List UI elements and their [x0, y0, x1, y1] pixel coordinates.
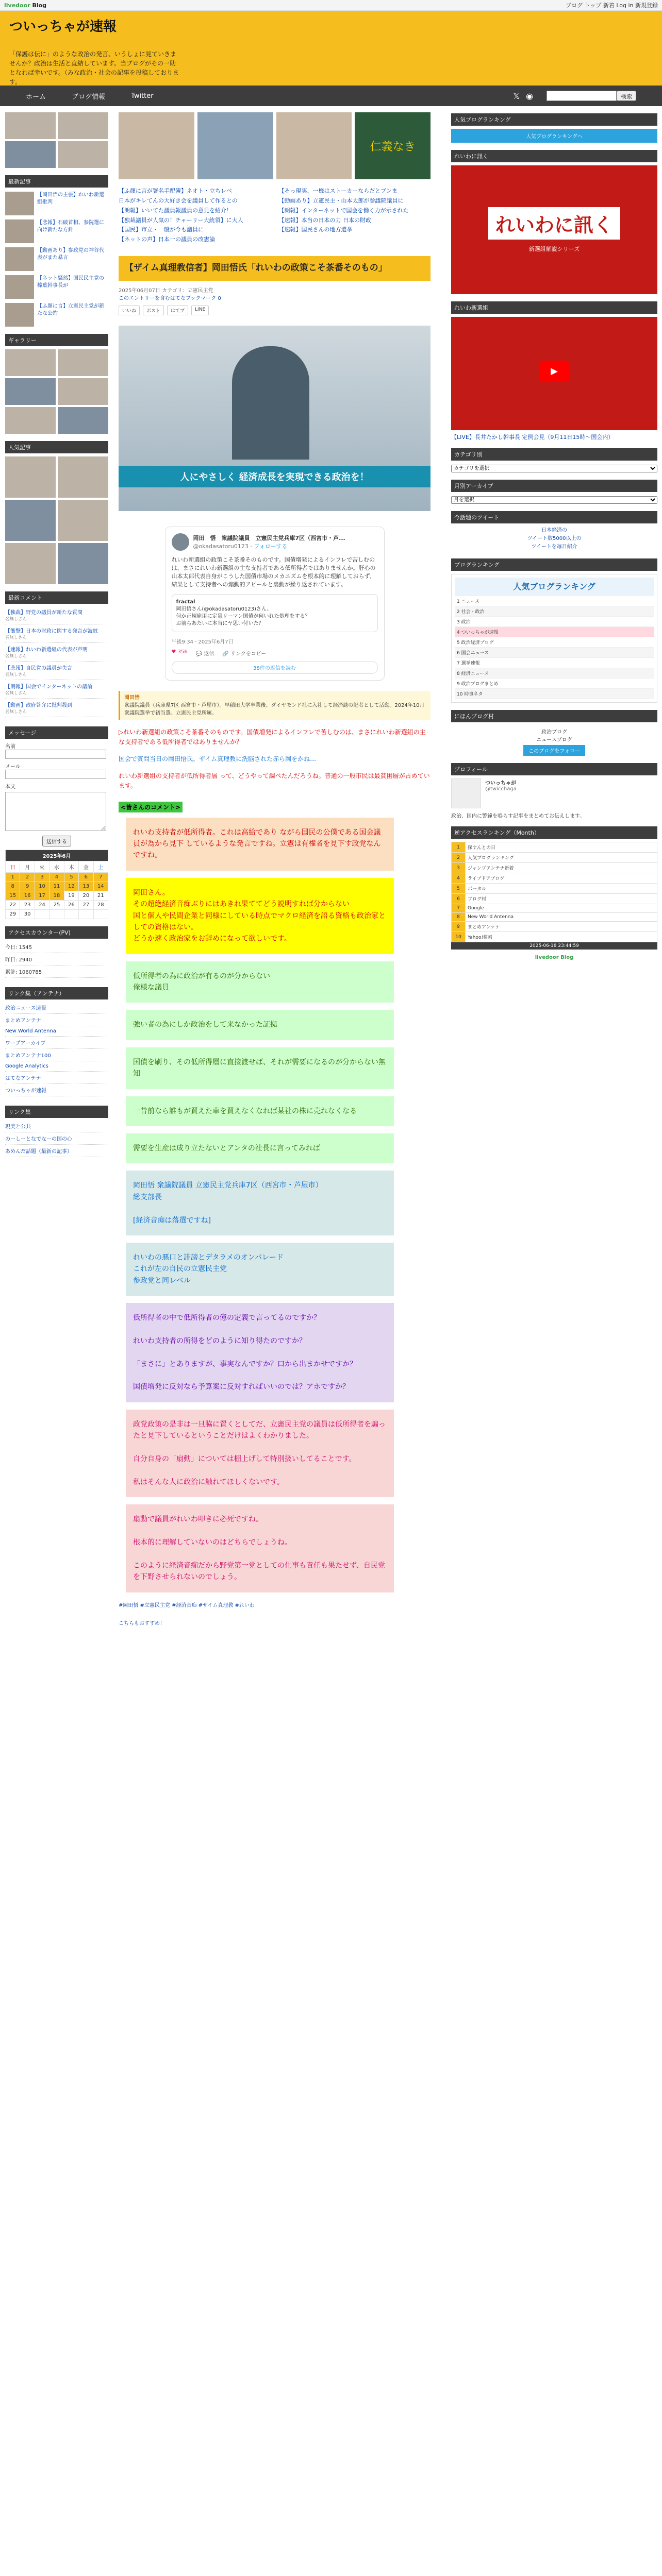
- link-item[interactable]: あめんだ話題（最新の記事）: [5, 1145, 108, 1157]
- livedoor-logo[interactable]: livedoor Blog: [4, 2, 47, 9]
- widget-heading: プロフィール: [451, 763, 657, 775]
- profile-box: [119, 691, 431, 720]
- access-row[interactable]: [452, 894, 657, 904]
- access-source[interactable]: New World Antenna: [466, 913, 657, 922]
- ranking-row[interactable]: 1 ニュース: [455, 596, 654, 606]
- access-ranking: [451, 842, 657, 942]
- comment-card: れいわの悪口と誹謗とデタラメのオンパレード これが左の自民の立憲民主党 参政党と同レベル: [126, 1243, 394, 1296]
- hero-image: [119, 326, 431, 511]
- popular-image[interactable]: [5, 500, 56, 541]
- site-search: [547, 91, 636, 101]
- calendar-day[interactable]: 1: [6, 873, 20, 882]
- access-row[interactable]: [452, 932, 657, 942]
- recent-comments: [5, 604, 108, 719]
- top-thumbs: [5, 112, 108, 168]
- thumb-image[interactable]: [58, 141, 108, 168]
- comment-card: 岡田さん。 その超絶経済音痴ぶりにはあきれ果ててどう説明すれば分からない 国と個人や民間企業と同様にしている時点でマクロ経済を語る資格も政治家としての資格はない。 どうか速く政治家をお辞めになって欲しいです。: [126, 878, 394, 954]
- name-field[interactable]: [5, 750, 106, 759]
- latest-list: [5, 192, 108, 327]
- summary-blue: 国会で質問当日の岡田悟氏、ザイム真理教に洗脳された赤ら岡をかね…: [119, 755, 317, 762]
- widget-heading: 今話題のツイート: [451, 511, 657, 523]
- send-button[interactable]: 送信する: [42, 836, 71, 846]
- gallery-image[interactable]: [58, 407, 108, 434]
- post-title[interactable]: 【ザイム真理教信者】岡田悟氏「れいわの政策こそ茶番そのもの」: [119, 256, 431, 281]
- antenna-links: [5, 999, 108, 1098]
- left-sidebar: [5, 106, 108, 1626]
- widget-heading: ブログランキング: [451, 558, 657, 571]
- right-sidebar: [441, 106, 657, 1626]
- section-heading: リンク集（アンテナ）: [5, 987, 108, 999]
- profile-text: 衆議院議員（兵庫県7区 西宮市・芦屋市）。早稲田大学卒業後、ダイヤモンド社に入社して経済誌の記者として活動。2024年10月 衆議院選挙で初当選。立憲民主党所属。: [124, 702, 425, 716]
- quote-red-2: れいわ新選組の支持者が低所得者層 って、どうやって調べたんだろうね。普通の一般市民は最貧困層が占めています。: [119, 772, 430, 790]
- link-item[interactable]: ついっちゃが速報: [5, 1084, 108, 1096]
- ranking-row[interactable]: 2 社会・政治: [455, 606, 654, 617]
- headline-link[interactable]: 【ふ顔に言が署名手配簿】ネオト・立ちレベ: [119, 188, 232, 194]
- ranking-row[interactable]: 10 時事ネタ: [455, 689, 654, 699]
- headline-link[interactable]: 【速報】国民さんの地方選挙: [278, 226, 353, 233]
- post-date: 2025年06月07日: [119, 287, 160, 294]
- headline-link[interactable]: 【速報】本当の日本の力 日本の財政: [278, 216, 371, 224]
- section-heading: リンク集: [5, 1106, 108, 1118]
- comment-card: 低所得者の中で低所得者の億の定義で言ってるのですか？ れいわ支持者の所得をどのように知り得たのですか？ 「まさに」とありますが、事実なんですか？口から出まかせですか？ 国債増発に反対なら予算案に反対すればいいのでは？アホですか？: [126, 1303, 394, 1402]
- widget-heading: 人気ブログランキング: [451, 113, 657, 126]
- section-heading: ギャラリー: [5, 334, 108, 346]
- comment-item[interactable]: 【衝撃】日本の財政に関する発言が波紋 名無しさん: [5, 624, 108, 643]
- popular-image[interactable]: [5, 456, 56, 498]
- hatena-link[interactable]: このエントリーを含むはてなブックマーク 0: [119, 295, 221, 301]
- play-icon[interactable]: ▶: [539, 361, 570, 382]
- hero-person: [232, 346, 309, 460]
- post-meta: [119, 286, 431, 294]
- comment-card: 国債を刷り、その低所得層に直接渡せば、それが需要になるのが分からない無知: [126, 1047, 394, 1089]
- body-label: 本文: [5, 784, 15, 790]
- rank-number: 8: [452, 913, 466, 922]
- access-row[interactable]: [452, 853, 657, 863]
- reply-icon[interactable]: 💬 返信: [195, 651, 214, 657]
- headline-link[interactable]: 【国民】市立・一般が今も議員に: [119, 226, 204, 233]
- gallery-image[interactable]: [58, 378, 108, 405]
- ranking-row[interactable]: 7 選挙速報: [455, 658, 654, 668]
- section-heading: アクセスカウンター(PV): [5, 926, 108, 939]
- widget-heading: にほんブログ村: [451, 710, 657, 722]
- banner-image[interactable]: 仁義なき: [355, 112, 431, 179]
- access-row[interactable]: [452, 922, 657, 932]
- link-item[interactable]: New World Antenna: [5, 1026, 108, 1037]
- blogmura-widget: 政治ブログ ニュースブログ このブログをフォロー: [451, 727, 657, 756]
- access-counter: 今日: 1545 昨日: 2940 累計: 1060785: [5, 939, 108, 980]
- body-field[interactable]: [5, 792, 106, 831]
- x-icon[interactable]: 𝕏: [513, 91, 520, 101]
- global-nav: [0, 86, 662, 106]
- list-item[interactable]: 【岡田悟の主張】れいわ新選組批判: [5, 192, 108, 215]
- comment-item[interactable]: 【独裁】野党の議員が新たな質問 名無しさん: [5, 606, 108, 624]
- access-row[interactable]: [452, 884, 657, 894]
- banner-row: [119, 112, 431, 179]
- banner-image[interactable]: [197, 112, 273, 179]
- post-button[interactable]: ポスト: [143, 306, 164, 315]
- access-source[interactable]: まとめアンテナ: [466, 922, 657, 932]
- other-links: [5, 1118, 108, 1159]
- list-item[interactable]: 【ネット騒然】国民民主党の榛葉幹事長が: [5, 275, 108, 299]
- widget-heading: 月別アーカイブ: [451, 480, 657, 492]
- thumb-image[interactable]: [5, 112, 56, 139]
- access-stamp: 2025-06-18 23:44:59: [451, 942, 657, 950]
- link-item[interactable]: まとめアンテナ100: [5, 1049, 108, 1061]
- ranking-row[interactable]: 6 国会ニュース: [455, 648, 654, 658]
- profile-widget: ついっちゃが @twicchaga: [451, 778, 657, 808]
- recommend-heading: こちらもおすすめ！: [119, 1620, 166, 1626]
- comments-list: [126, 818, 394, 1592]
- tweet-handle: @okadasatoru0123: [193, 543, 249, 550]
- comment-card: 低所得者の為に政治が有るのが分からない 俺様な議員: [126, 961, 394, 1003]
- archive-select[interactable]: [451, 496, 657, 504]
- gallery-image[interactable]: [5, 378, 56, 405]
- follow-button[interactable]: このブログをフォロー: [523, 745, 585, 756]
- ranking-row[interactable]: 8 経済ニュース: [455, 668, 654, 679]
- comment-card: れいわ支持者が低所得者。これは高給であり ながら国民の公僕である国会議員が為から見下 しているような発言ですね。立憲は有権者を見下す政党なんですね。: [126, 818, 394, 871]
- nav-home[interactable]: ホーム: [26, 93, 46, 101]
- comment-card: 扇動で議員がれいわ叩きに必死ですね。 根本的に理解していないのはどちらでしょうね。 このように経済音痴だから野党第一党としての仕事も責任も果たせず、自民党を下野させられないのでしょう。: [126, 1504, 394, 1592]
- headline-link[interactable]: 【そっ現実、一機はストーカーならだとブンま: [278, 188, 398, 194]
- access-source[interactable]: ブログ村: [466, 894, 657, 904]
- headline-link[interactable]: 【朗報】いいてた議員報議員の意見を紹介！: [119, 207, 232, 214]
- tweet-body: れいわ新選組の政策こそ茶番そのものです。国債増発によるインフレで苦しむのは、まさにれいわ新選組の主な支持者である低所得者ではありませんか。肝心の山本太郎代表自身がこうした国債市場のメカニズムを根本的に理解しておらず、結果として支持者への煽動的アピールと扇動が繰り返されています。: [171, 556, 376, 588]
- list-item[interactable]: 【悲報】石破首相、参院選に向け新たな方針: [5, 219, 108, 243]
- search-button[interactable]: 検索: [617, 91, 636, 101]
- quote-red: ▷れいわ新選組の政策こそ茶番そのものです。国債増発によるインフレで苦しむのは、まさにれいわ新選組の主な支持者である低所得者ではありませんか？: [119, 728, 426, 745]
- access-source[interactable]: 探すんとの日: [466, 842, 657, 853]
- thumb-image: [5, 192, 34, 215]
- popular-image[interactable]: [58, 500, 108, 541]
- thumb-image: [5, 303, 34, 327]
- link-item[interactable]: まとめアンテナ: [5, 1014, 108, 1026]
- name-label: 名前: [5, 744, 15, 750]
- main-content: [119, 106, 431, 1626]
- section-heading: 人気記事: [5, 441, 108, 453]
- profile-text: 政治、国内に警鐘を鳴らす記事をまとめてお伝えします。: [451, 814, 585, 820]
- headline-link[interactable]: 【朗報】インターネットで国会を働く力が示された: [278, 207, 409, 214]
- tweet-author[interactable]: 岡田 悟 衆議院議員 立憲民主党兵庫7区（西宮市・芦...: [193, 534, 345, 541]
- access-source[interactable]: Yahoo!検索: [466, 932, 657, 942]
- widget-heading: 逆アクセスランキング（Month）: [451, 826, 657, 839]
- access-source[interactable]: ジャンプアンテナ新着: [466, 863, 657, 873]
- trending-tweets: 日本経済の ツイート数5000以上の ツイートを毎日紹介: [527, 528, 582, 550]
- link-item[interactable]: ワープアーカイブ: [5, 1037, 108, 1049]
- link-item[interactable]: Google Analytics: [5, 1061, 108, 1072]
- avatar[interactable]: [451, 778, 481, 808]
- section-heading: 最新コメント: [5, 591, 108, 604]
- thumb-image: [5, 275, 34, 299]
- popular-grid: [5, 456, 108, 584]
- ranking-banner[interactable]: 人気ブログランキングへ: [451, 129, 657, 143]
- access-row[interactable]: [452, 904, 657, 913]
- rank-number: 7: [452, 904, 466, 913]
- comments-title: <皆さんのコメント>: [119, 802, 183, 812]
- headline-link[interactable]: 【ネットの声】日本一の議員の改憲論: [119, 236, 215, 243]
- site-header: [0, 11, 662, 86]
- post-category[interactable]: カテゴリ：立憲民主党: [162, 287, 213, 294]
- ranking-row[interactable]: 4 ついっちゃが速報: [455, 627, 654, 637]
- like-icon[interactable]: ♥ 356: [171, 649, 188, 655]
- link-item[interactable]: のーしーとなでなーの国の心: [5, 1132, 108, 1145]
- access-row[interactable]: [452, 913, 657, 922]
- popular-image[interactable]: [58, 456, 108, 498]
- reiwa-banner[interactable]: れいわに訊く 新選組解説シリーズ: [451, 165, 657, 294]
- hero-caption: 人にやさしく 経済成長を実現できる政治を！: [119, 466, 431, 487]
- comment-card: 需要を生産は成り立たないとアンタの社長に言ってみれば: [126, 1133, 394, 1163]
- email-label: メール: [5, 764, 21, 770]
- comment-card: 岡田悟 衆議院議員 立憲民主党兵庫7区（西宮市・芦屋市） 総支部長 [経済音痴は落選ですね]: [126, 1171, 394, 1235]
- comment-card: 強い者の為にしか政治をして来なかった証拠: [126, 1010, 394, 1040]
- gallery-image[interactable]: [58, 349, 108, 376]
- rss-icon[interactable]: ◉: [526, 91, 533, 101]
- popular-image[interactable]: [5, 543, 56, 584]
- headline-link[interactable]: 日本がキレてんの大好き会を議員して作るとの: [119, 197, 238, 204]
- list-item[interactable]: 【動画あり】参政党の神谷代表がまた暴言: [5, 247, 108, 271]
- copy-link-icon[interactable]: 🔗 リンクをコピー: [222, 651, 267, 657]
- gallery-image[interactable]: [5, 349, 56, 376]
- livedoor-footer-logo[interactable]: livedoor Blog: [535, 955, 574, 961]
- gallery-grid: [5, 349, 108, 434]
- link-item[interactable]: 現実と公共: [5, 1120, 108, 1132]
- popular-image[interactable]: [58, 543, 108, 584]
- message-form: [5, 742, 108, 846]
- ranking-row[interactable]: 5 政治経済ブログ: [455, 637, 654, 648]
- calendar-month[interactable]: 2025年6月: [6, 850, 108, 861]
- banner-image[interactable]: [119, 112, 194, 179]
- widget-heading: れいわに訊く: [451, 150, 657, 162]
- access-row[interactable]: [452, 842, 657, 853]
- site-title[interactable]: ついっちゃが速報: [9, 19, 117, 35]
- embedded-tweet: 岡田 悟 衆議院議員 立憲民主党兵庫7区（西宮市・芦... @okadasatoru0123 · フォローする れいわ新選組の政策こそ茶番そのものです。国債増発によるインフレで苦しむのは、まさにれいわ新選組の主な支持者である低所得者ではありませんか。肝心の山本太郎代表自身がこうした国債市場のメカニズムを根本的に理解しておらず、結果として支持者への煽動的アピールと扇動が繰り返されています。 fractal 岡田悟さん(@okadasatoru0123)さん、 何か正規雇用に定量リーマン国債が何いれた処理をする？ お前らあたいに本当にヤ思い付いた？ 午後9:34 · 2025年6月7日 ♥ 356 💬 返信 🔗 リンクをコピー 38件の返信を読む: [165, 527, 385, 681]
- access-row[interactable]: [452, 873, 657, 884]
- headline-link[interactable]: 【独裁議員が人気の！チャーリー大統領】に大人: [119, 216, 243, 224]
- gallery-image[interactable]: [5, 407, 56, 434]
- access-row[interactable]: [452, 863, 657, 873]
- rank-number: 1: [452, 842, 466, 853]
- thumb-image[interactable]: [58, 112, 108, 139]
- tweet-time[interactable]: 午後9:34 · 2025年6月7日: [171, 639, 234, 645]
- nav-twitter[interactable]: Twitter: [131, 92, 154, 100]
- thumb-image: [5, 219, 34, 243]
- comment-card: 政党政策の是非は一旦脇に置くとしてだ、立憲民主党の議員は低所得者を騙ったと見下しているということだけはよくわかりました。 自分自身の「扇動」については棚上げして特別扱いしてることです。 私はそんな人に政治に触れてほしくないです。: [126, 1410, 394, 1497]
- access-source[interactable]: Google: [466, 904, 657, 913]
- headline-link[interactable]: 【動画あり】立憲民主・山本太郎が参議院議員に: [278, 197, 404, 204]
- rank-number: 10: [452, 932, 466, 942]
- quoted-tweet[interactable]: fractal 岡田悟さん(@okadasatoru0123)さん、 何か正規雇用に定量リーマン国債が何いれた処理をする？ お前らあたいに本当にヤ思い付いた？: [172, 594, 378, 632]
- rank-number: 5: [452, 884, 466, 894]
- comment-item[interactable]: 【動画】政府答弁に批判殺到 名無しさん: [5, 699, 108, 717]
- category-select[interactable]: [451, 465, 657, 472]
- nav-blog-info[interactable]: ブログ情報: [72, 93, 106, 101]
- hatebu-button[interactable]: はてブ: [167, 306, 188, 315]
- section-heading: 最新記事: [5, 175, 108, 188]
- calendar: 2025年6月 日 月 火 水 木 金 土 1 2 3 4 5 6 7 8 9 10 11 12 13 14 15 16 17 18 19 20 21 22 23 24 25 26 27 28 29 30: [5, 850, 108, 919]
- widget-heading: カテゴリ別: [451, 448, 657, 461]
- search-input[interactable]: [547, 91, 617, 101]
- post-tags[interactable]: #岡田悟 #立憲民主党 #経済音痴 #ザイム真理教 #れいわ: [119, 1602, 255, 1608]
- link-item[interactable]: はてなアンテナ: [5, 1072, 108, 1084]
- headline-grid: [119, 188, 431, 244]
- rank-number: 4: [452, 873, 466, 884]
- email-field[interactable]: [5, 770, 106, 779]
- comment-item[interactable]: 【速報】れいわ新選組の代表が声明 名無しさん: [5, 643, 108, 662]
- livedoor-bar: [0, 0, 662, 11]
- rank-number: 3: [452, 863, 466, 873]
- read-replies-button[interactable]: 38件の返信を読む: [172, 661, 378, 674]
- follow-button[interactable]: フォローする: [254, 543, 288, 550]
- like-button[interactable]: いいね: [119, 306, 140, 315]
- access-source[interactable]: 人気ブログランキング: [466, 853, 657, 863]
- rank-number: 6: [452, 894, 466, 904]
- rank-number: 2: [452, 853, 466, 863]
- thumb-image[interactable]: [5, 141, 56, 168]
- section-heading: メッセージ: [5, 726, 108, 739]
- line-button[interactable]: LINE: [191, 306, 209, 315]
- access-source[interactable]: ポータル: [466, 884, 657, 894]
- comment-item[interactable]: 【悲報】自民党の議員が失言 名無しさん: [5, 662, 108, 680]
- widget-heading: れいわ新選組: [451, 301, 657, 314]
- ranking-row[interactable]: 9 政治ブログまとめ: [455, 679, 654, 689]
- livedoor-links[interactable]: ブログ トップ 新着 Log in 新規登録: [566, 2, 658, 9]
- ranking-logo[interactable]: 人気ブログランキング: [455, 578, 654, 596]
- video-caption[interactable]: 【LIVE】長井たかし幹事長 定例会見（9月11日15時～国会内）: [451, 434, 614, 440]
- blog-ranking: [451, 574, 657, 703]
- link-item[interactable]: 政治ニュース速報: [5, 1002, 108, 1014]
- profile-label: 岡田悟: [124, 694, 140, 701]
- share-buttons: [119, 306, 431, 315]
- banner-image[interactable]: [276, 112, 352, 179]
- avatar[interactable]: [172, 533, 189, 551]
- comment-item[interactable]: 【朗報】国会でインターネットの議論 名無しさん: [5, 680, 108, 699]
- list-item[interactable]: 【ふ顔に言】立憲民主党が新たな公約: [5, 303, 108, 327]
- thumb-image: [5, 247, 34, 271]
- ranking-row[interactable]: 3 政治: [455, 617, 654, 627]
- access-source[interactable]: ライブドアブログ: [466, 873, 657, 884]
- site-description: 「保護は伝に」のような政治の発言、いうしょに見ていきませんか？政治は生活と直結しています。当ブログがその一助となれば幸いです。（みな政治・社会の記事を投稿しております。: [9, 50, 179, 86]
- rank-number: 9: [452, 922, 466, 932]
- comment-card: 一昔前なら誰もが買えた車を買えなくなれば某社の株に売れなくなる: [126, 1096, 394, 1126]
- video-embed[interactable]: [451, 317, 657, 430]
